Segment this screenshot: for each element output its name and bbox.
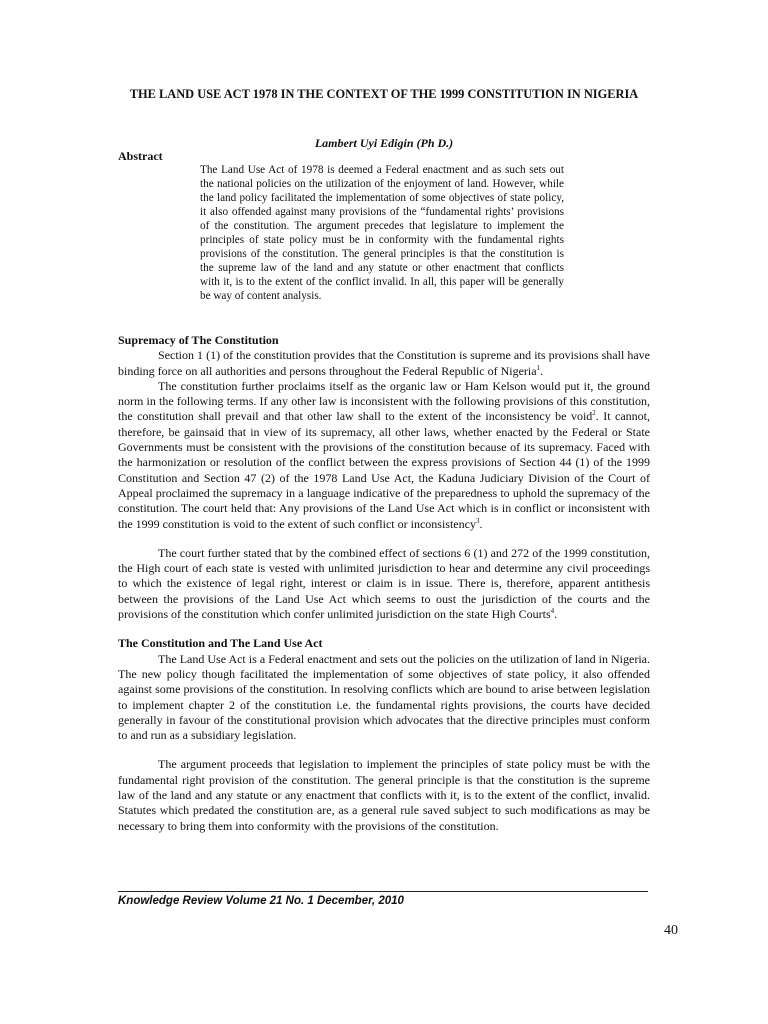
footer-divider (118, 891, 648, 892)
paragraph-text: . (554, 607, 558, 622)
paragraph (118, 546, 650, 622)
paragraph-text: The court further stated that by the combined effect of sections 6 (1) and 272 of the 1999 constitution, the High court of each state is vested with unlimited jurisdiction to hear and determine any civil proceedings to which the existence of legal right, interest or claim is in issue. There is, therefore, apparent antithesis between the provisions of the Land Use Act which seems to oust the jurisdiction of the courts and the provisions of the constitution which confer unlimited jurisdiction on the state High Courts (118, 545, 650, 622)
author-name: Lambert Uyi Edigin (Ph D.) (314, 136, 454, 150)
paragraph: The argument proceeds that legislation to implement the principles of state policy must be with the fundamental right provision of the constitution. The general principle is that the constitution is the supreme law of the land and any statute or any enactment that conflicts with it, is to the extent of the conflict, invalid. Statutes which predated the constitution are, as a general rule saved subject to such modifications as may be necessary to bring them into conformity with the provisions of the constitution. (118, 757, 650, 833)
section-heading: Supremacy of The Constitution (118, 333, 279, 347)
journal-footer: Knowledge Review Volume 21 No. 1 December, 2010 (118, 895, 404, 907)
paper-title: THE LAND USE ACT 1978 IN THE CONTEXT OF THE 1999 CONSTITUTION IN NIGERIA (129, 87, 639, 101)
paragraph-text: The constitution further proclaims itself as the organic law or Ham Kelson would put it, the ground norm in the following terms. If any other law is inconsistent with the following provisions of this constitution, the constitution shall prevail and that other law shall to the extent of the inconsistency be void (118, 378, 650, 424)
page-number: 40 (664, 923, 678, 938)
paragraph-text: . It cannot, therefore, be gainsaid that in view of its supremacy, all other laws, whether enacted by the Federal or State Governments must be consistent with the provisions of the constitution because of its supremacy. Faced with the harmonization or resolution of the conflict between the express provisions of Section 44 (1) of the 1999 Constitution and Section 47 (2) of the 1978 Land Use Act, the Kaduna Judiciary Division of the Court of Appeal proclaimed the supremacy in a language indicative of the preparedness to uphold the supremacy of the constitution. The court held that: Any provisions of the Land Use Act which is in conflict or inconsistent with the 1999 constitution is void to the extent of such conflict or inconsistency (118, 409, 650, 531)
paragraph (118, 379, 650, 532)
footnote-marker: 2 (592, 409, 596, 418)
paragraph-text: . (479, 516, 483, 531)
paragraph (118, 348, 650, 379)
article-body (118, 333, 650, 834)
abstract-text: The Land Use Act of 1978 is deemed a Federal enactment and as such sets out the national policies on the utilization of the enjoyment of land. However, while the land policy facilitated the implementation of some objectives of state policy, it also offended against many provisions of the “fundamental rights’ provisions of the constitution. The argument precedes that legislature to implement the principles of state policy must be in conformity with the fundamental rights provisions of the constitution. The general principles is that the constitution is the supreme law of the land and any statute or other enactment that conflicts with it, is to the extent of the conflict invalid. In all, this paper will be generally be way of content analysis. (200, 164, 564, 302)
paragraph-text: Section 1 (1) of the constitution provides that the Constitution is supreme and its provisions shall have binding force on all authorities and persons throughout the Federal Republic of Nigeria (118, 348, 650, 378)
paragraph-text: . (540, 363, 544, 378)
section-heading: The Constitution and The Land Use Act (118, 636, 323, 651)
footnote-marker: 1 (536, 363, 541, 372)
footnote-marker: 4 (550, 607, 555, 616)
paragraph: The Land Use Act is a Federal enactment and sets out the policies on the utilization of land in Nigeria. The new policy though facilitated the implementation of some objectives of state policy, it also offended against some provisions of the constitution. In resolving conflicts which are bound to arise between legislation to implement chapter 2 of the constitution i.e. the fundamental rights provisions, the courts have decided generally in favour of the constitutional provision which advocates that the directive principles must conform to and run as a subsidiary legislation. (118, 651, 650, 743)
footnote-marker: 3 (475, 516, 480, 525)
abstract-heading: Abstract (118, 149, 163, 163)
